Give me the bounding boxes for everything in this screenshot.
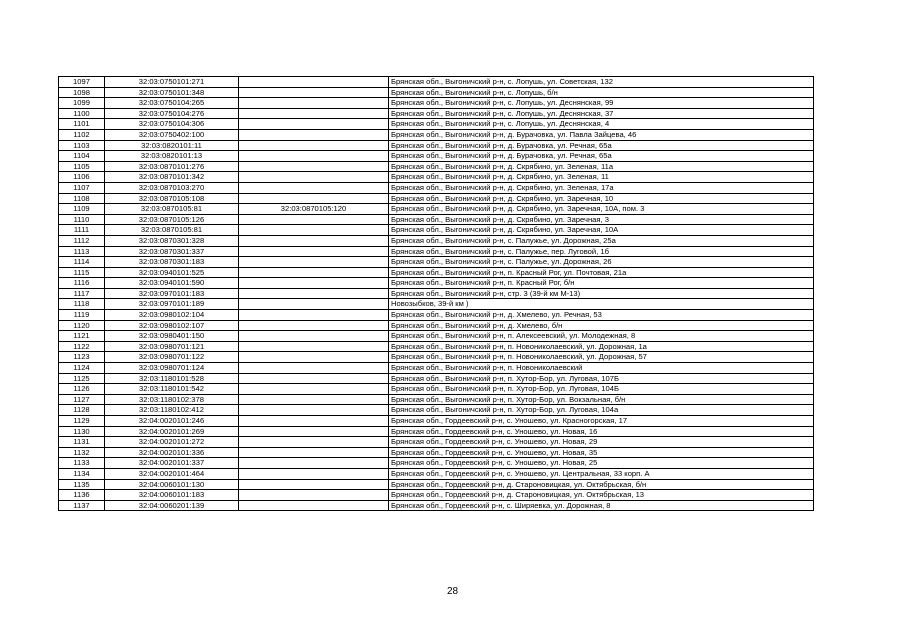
related-cadastral-cell — [239, 108, 389, 119]
table-row — [59, 468, 814, 479]
table-row — [59, 87, 814, 98]
cadastral-number-cell: 32:03:0870105:81 — [105, 204, 239, 215]
table-row — [59, 235, 814, 246]
row-number-cell: 1097 — [59, 77, 105, 88]
address-cell: Брянская обл., Выгоничский р-н, с. Лопушь, ул. Деснянская, 4 — [389, 119, 814, 130]
table-row — [59, 161, 814, 172]
table-row — [59, 108, 814, 119]
cadastral-number-cell: 32:03:0870105:81 — [105, 225, 239, 236]
cadastral-number-cell: 32:03:0870301:183 — [105, 257, 239, 268]
related-cadastral-cell — [239, 257, 389, 268]
cadastral-number-cell: 32:03:0870105:108 — [105, 193, 239, 204]
cadastral-number-cell: 32:03:0980102:107 — [105, 320, 239, 331]
address-cell: Брянская обл., Гордеевский р-н, с. Уношево, ул. Новая, 35 — [389, 447, 814, 458]
address-cell: Брянская обл., Выгоничский р-н, с. Палужье, ул. Дорожная, 26 — [389, 257, 814, 268]
cadastral-number-cell: 32:03:0750104:306 — [105, 119, 239, 130]
table-row — [59, 500, 814, 511]
related-cadastral-cell — [239, 500, 389, 511]
table-row — [59, 363, 814, 374]
related-cadastral-cell — [239, 87, 389, 98]
row-number-cell: 1109 — [59, 204, 105, 215]
table-row — [59, 310, 814, 321]
address-cell: Брянская обл., Выгоничский р-н, д. Бурачовка, ул. Павла Зайцева, 46 — [389, 129, 814, 140]
related-cadastral-cell — [239, 384, 389, 395]
cadastral-number-cell: 32:03:1180101:542 — [105, 384, 239, 395]
cadastral-number-cell: 32:03:0870105:126 — [105, 214, 239, 225]
row-number-cell: 1117 — [59, 288, 105, 299]
table-row — [59, 373, 814, 384]
cadastral-number-cell: 32:04:0060101:183 — [105, 490, 239, 501]
related-cadastral-cell — [239, 352, 389, 363]
cadastral-number-cell: 32:04:0060101:130 — [105, 479, 239, 490]
address-cell: Брянская обл., Выгоничский р-н, д. Скрябино, ул. Заречная, 10А, пом. 3 — [389, 204, 814, 215]
row-number-cell: 1112 — [59, 235, 105, 246]
address-cell: Брянская обл., Выгоничский р-н, с. Лопушь, б/н — [389, 87, 814, 98]
address-cell: Брянская обл., Выгоничский р-н, п. Алексеевский, ул. Молодежная, 8 — [389, 331, 814, 342]
row-number-cell: 1128 — [59, 405, 105, 416]
row-number-cell: 1121 — [59, 331, 105, 342]
address-cell: Брянская обл., Выгоничский р-н, д. Скрябино, ул. Заречная, 10А — [389, 225, 814, 236]
related-cadastral-cell — [239, 288, 389, 299]
related-cadastral-cell — [239, 77, 389, 88]
row-number-cell: 1132 — [59, 447, 105, 458]
row-number-cell: 1134 — [59, 468, 105, 479]
address-cell: Новозыбков, 39-й км ) — [389, 299, 814, 310]
related-cadastral-cell — [239, 119, 389, 130]
cadastral-number-cell: 32:03:1180102:378 — [105, 394, 239, 405]
row-number-cell: 1115 — [59, 267, 105, 278]
table-row — [59, 416, 814, 427]
row-number-cell: 1102 — [59, 129, 105, 140]
table-row — [59, 437, 814, 448]
related-cadastral-cell — [239, 161, 389, 172]
related-cadastral-cell — [239, 151, 389, 162]
related-cadastral-cell — [239, 182, 389, 193]
address-cell: Брянская обл., Гордеевский р-н, д. Староновицкая, ул. Октябрьская, б/н — [389, 479, 814, 490]
row-number-cell: 1124 — [59, 363, 105, 374]
table-row — [59, 490, 814, 501]
table-row — [59, 98, 814, 109]
address-cell: Брянская обл., Выгоничский р-н, п. Красный Рог, ул. Почтовая, 21а — [389, 267, 814, 278]
address-cell: Брянская обл., Выгоничский р-н, п. Красный Рог, б/н — [389, 278, 814, 289]
row-number-cell: 1123 — [59, 352, 105, 363]
row-number-cell: 1127 — [59, 394, 105, 405]
related-cadastral-cell — [239, 310, 389, 321]
row-number-cell: 1100 — [59, 108, 105, 119]
address-cell: Брянская обл., Выгоничский р-н, с. Лопушь, ул. Деснянская, 99 — [389, 98, 814, 109]
row-number-cell: 1131 — [59, 437, 105, 448]
table-row — [59, 352, 814, 363]
related-cadastral-cell — [239, 468, 389, 479]
row-number-cell: 1126 — [59, 384, 105, 395]
address-cell: Брянская обл., Выгоничский р-н, с. Лопушь, ул. Деснянская, 37 — [389, 108, 814, 119]
table-row — [59, 331, 814, 342]
address-cell: Брянская обл., Гордеевский р-н, с. Уношево, ул. Новая, 29 — [389, 437, 814, 448]
table-row — [59, 320, 814, 331]
address-cell: Брянская обл., Выгоничский р-н, п. Новониколаевский, ул. Дорожная, 1а — [389, 341, 814, 352]
row-number-cell: 1129 — [59, 416, 105, 427]
address-cell: Брянская обл., Выгоничский р-н, п. Хутор-Бор, ул. Луговая, 104Б — [389, 384, 814, 395]
cadastral-number-cell: 32:03:0750101:271 — [105, 77, 239, 88]
related-cadastral-cell — [239, 320, 389, 331]
address-cell: Брянская обл., Выгоничский р-н, п. Новониколаевский — [389, 363, 814, 374]
table-row — [59, 426, 814, 437]
related-cadastral-cell — [239, 405, 389, 416]
cadastral-number-cell: 32:04:0020101:272 — [105, 437, 239, 448]
row-number-cell: 1136 — [59, 490, 105, 501]
address-cell: Брянская обл., Выгоничский р-н, д. Скрябино, ул. Зеленая, 11 — [389, 172, 814, 183]
cadastral-number-cell: 32:03:0970101:189 — [105, 299, 239, 310]
cadastral-number-cell: 32:04:0020101:246 — [105, 416, 239, 427]
cadastral-number-cell: 32:03:0980401:150 — [105, 331, 239, 342]
cadastral-number-cell: 32:03:0870301:337 — [105, 246, 239, 257]
related-cadastral-cell — [239, 299, 389, 310]
row-number-cell: 1099 — [59, 98, 105, 109]
related-cadastral-cell — [239, 363, 389, 374]
row-number-cell: 1135 — [59, 479, 105, 490]
address-cell: Брянская обл., Выгоничский р-н, п. Хутор-Бор, ул. Луговая, 104а — [389, 405, 814, 416]
table-row — [59, 267, 814, 278]
table-row — [59, 288, 814, 299]
cadastral-number-cell: 32:04:0020101:336 — [105, 447, 239, 458]
property-table — [58, 76, 814, 511]
related-cadastral-cell — [239, 394, 389, 405]
related-cadastral-cell — [239, 225, 389, 236]
row-number-cell: 1114 — [59, 257, 105, 268]
table-row — [59, 384, 814, 395]
row-number-cell: 1098 — [59, 87, 105, 98]
cadastral-number-cell: 32:03:1180102:412 — [105, 405, 239, 416]
related-cadastral-cell — [239, 331, 389, 342]
cadastral-number-cell: 32:03:0750101:348 — [105, 87, 239, 98]
cadastral-number-cell: 32:03:0940101:590 — [105, 278, 239, 289]
address-cell: Брянская обл., Выгоничский р-н, д. Бурачовка, ул. Речная, 65а — [389, 140, 814, 151]
row-number-cell: 1122 — [59, 341, 105, 352]
address-cell: Брянская обл., Выгоничский р-н, д. Хмелево, б/н — [389, 320, 814, 331]
table-row — [59, 204, 814, 215]
cadastral-number-cell: 32:03:0870101:276 — [105, 161, 239, 172]
related-cadastral-cell — [239, 426, 389, 437]
table-row — [59, 172, 814, 183]
table-body — [59, 77, 814, 511]
table-row — [59, 458, 814, 469]
cadastral-number-cell: 32:03:0980701:121 — [105, 341, 239, 352]
related-cadastral-cell — [239, 490, 389, 501]
row-number-cell: 1130 — [59, 426, 105, 437]
row-number-cell: 1119 — [59, 310, 105, 321]
related-cadastral-cell — [239, 341, 389, 352]
table-row — [59, 405, 814, 416]
table-row — [59, 182, 814, 193]
row-number-cell: 1103 — [59, 140, 105, 151]
address-cell: Брянская обл., Выгоничский р-н, п. Хутор-Бор, ул. Вокзальная, б/н — [389, 394, 814, 405]
related-cadastral-cell — [239, 278, 389, 289]
cadastral-number-cell: 32:04:0020101:464 — [105, 468, 239, 479]
address-cell: Брянская обл., Выгоничский р-н, д. Скрябино, ул. Заречная, 10 — [389, 193, 814, 204]
row-number-cell: 1120 — [59, 320, 105, 331]
table-row — [59, 479, 814, 490]
row-number-cell: 1125 — [59, 373, 105, 384]
address-cell: Брянская обл., Гордеевский р-н, с. Ширяевка, ул. Дорожная, 8 — [389, 500, 814, 511]
address-cell: Брянская обл., Выгоничский р-н, д. Скрябино, ул. Заречная, 3 — [389, 214, 814, 225]
cadastral-number-cell: 32:03:0870101:342 — [105, 172, 239, 183]
row-number-cell: 1116 — [59, 278, 105, 289]
address-cell: Брянская обл., Выгоничский р-н, с. Лопушь, ул. Советская, 132 — [389, 77, 814, 88]
table-row — [59, 129, 814, 140]
table-row — [59, 225, 814, 236]
related-cadastral-cell — [239, 458, 389, 469]
related-cadastral-cell — [239, 447, 389, 458]
cadastral-number-cell: 32:03:0820101:13 — [105, 151, 239, 162]
table-row — [59, 299, 814, 310]
row-number-cell: 1108 — [59, 193, 105, 204]
address-cell: Брянская обл., Выгоничский р-н, стр. 3 (39-й км М-13) — [389, 288, 814, 299]
related-cadastral-cell — [239, 214, 389, 225]
address-cell: Брянская обл., Выгоничский р-н, п. Новониколаевский, ул. Дорожная, 57 — [389, 352, 814, 363]
cadastral-number-cell: 32:03:0980701:124 — [105, 363, 239, 374]
cadastral-number-cell: 32:03:0820101:11 — [105, 140, 239, 151]
cadastral-number-cell: 32:03:0750402:100 — [105, 129, 239, 140]
row-number-cell: 1133 — [59, 458, 105, 469]
cadastral-number-cell: 32:03:0980102:104 — [105, 310, 239, 321]
row-number-cell: 1107 — [59, 182, 105, 193]
cadastral-number-cell: 32:03:0870103:270 — [105, 182, 239, 193]
address-cell: Брянская обл., Гордеевский р-н, с. Уношево, ул. Центральная, 33 корп. А — [389, 468, 814, 479]
address-cell: Брянская обл., Гордеевский р-н, с. Уношево, ул. Новая, 16 — [389, 426, 814, 437]
cadastral-number-cell: 32:03:0750104:265 — [105, 98, 239, 109]
related-cadastral-cell — [239, 246, 389, 257]
page-number: 28 — [446, 586, 459, 597]
table-row — [59, 119, 814, 130]
table-row — [59, 394, 814, 405]
table-row — [59, 77, 814, 88]
row-number-cell: 1104 — [59, 151, 105, 162]
related-cadastral-cell — [239, 416, 389, 427]
table-row — [59, 278, 814, 289]
row-number-cell: 1113 — [59, 246, 105, 257]
address-cell: Брянская обл., Выгоничский р-н, с. Палужье, пер. Луговой, 1б — [389, 246, 814, 257]
cadastral-number-cell: 32:03:0980701:122 — [105, 352, 239, 363]
address-cell: Брянская обл., Гордеевский р-н, с. Уношево, ул. Красногорская, 17 — [389, 416, 814, 427]
cadastral-number-cell: 32:04:0060201:139 — [105, 500, 239, 511]
related-cadastral-cell — [239, 235, 389, 246]
cadastral-number-cell: 32:04:0020101:269 — [105, 426, 239, 437]
row-number-cell: 1101 — [59, 119, 105, 130]
table-row — [59, 447, 814, 458]
table-row — [59, 341, 814, 352]
address-cell: Брянская обл., Гордеевский р-н, с. Уношево, ул. Новая, 25 — [389, 458, 814, 469]
related-cadastral-cell — [239, 140, 389, 151]
address-cell: Брянская обл., Выгоничский р-н, п. Хутор-Бор, ул. Луговая, 107Б — [389, 373, 814, 384]
table-row — [59, 193, 814, 204]
related-cadastral-cell — [239, 98, 389, 109]
related-cadastral-cell — [239, 193, 389, 204]
related-cadastral-cell — [239, 437, 389, 448]
row-number-cell: 1118 — [59, 299, 105, 310]
cadastral-number-cell: 32:03:0970101:183 — [105, 288, 239, 299]
related-cadastral-cell: 32:03:0870105:120 — [239, 204, 389, 215]
row-number-cell: 1111 — [59, 225, 105, 236]
related-cadastral-cell — [239, 479, 389, 490]
related-cadastral-cell — [239, 129, 389, 140]
row-number-cell: 1106 — [59, 172, 105, 183]
table-row — [59, 151, 814, 162]
address-cell: Брянская обл., Выгоничский р-н, д. Хмелево, ул. Речная, 53 — [389, 310, 814, 321]
address-cell: Брянская обл., Выгоничский р-н, д. Скрябино, ул. Зеленая, 17а — [389, 182, 814, 193]
address-cell: Брянская обл., Выгоничский р-н, д. Бурачовка, ул. Речная, 65а — [389, 151, 814, 162]
table-row — [59, 257, 814, 268]
table-row — [59, 140, 814, 151]
address-cell: Брянская обл., Выгоничский р-н, с. Палужье, ул. Дорожная, 25а — [389, 235, 814, 246]
row-number-cell: 1110 — [59, 214, 105, 225]
cadastral-number-cell: 32:04:0020101:337 — [105, 458, 239, 469]
table-row — [59, 214, 814, 225]
row-number-cell: 1105 — [59, 161, 105, 172]
cadastral-number-cell: 32:03:1180101:528 — [105, 373, 239, 384]
cadastral-number-cell: 32:03:0940101:525 — [105, 267, 239, 278]
table-row — [59, 246, 814, 257]
related-cadastral-cell — [239, 373, 389, 384]
related-cadastral-cell — [239, 267, 389, 278]
related-cadastral-cell — [239, 172, 389, 183]
cadastral-number-cell: 32:03:0750104:276 — [105, 108, 239, 119]
address-cell: Брянская обл., Гордеевский р-н, д. Староновицкая, ул. Октябрьская, 13 — [389, 490, 814, 501]
row-number-cell: 1137 — [59, 500, 105, 511]
address-cell: Брянская обл., Выгоничский р-н, д. Скрябино, ул. Зеленая, 11а — [389, 161, 814, 172]
cadastral-number-cell: 32:03:0870301:328 — [105, 235, 239, 246]
